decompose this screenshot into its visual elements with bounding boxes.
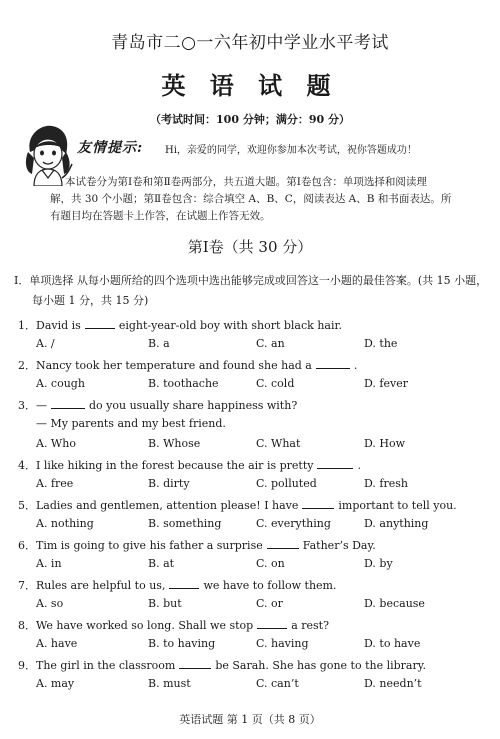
question-stem xyxy=(18,657,488,673)
answer-option: D. needn’t xyxy=(364,677,422,690)
question-number: 8． xyxy=(18,619,36,632)
tip-label: 友情提示: xyxy=(77,140,144,156)
question-text-after-blank: Father’s Day. xyxy=(302,539,376,552)
answer-option: C. everything xyxy=(256,517,331,530)
answer-blank xyxy=(316,358,350,369)
answer-blank xyxy=(267,538,299,549)
answer-option: A. may xyxy=(36,677,75,690)
question-number: 1． xyxy=(18,319,36,332)
part-instruction-line: 每小题 1 分，共 15 分) xyxy=(32,294,149,307)
question-text-after-blank: do you usually share happiness with? xyxy=(89,399,298,412)
answer-option: D. anything xyxy=(364,517,429,530)
answer-option: D. by xyxy=(364,557,393,570)
question-number: 2． xyxy=(18,359,36,372)
question-number: 3． xyxy=(18,399,36,412)
answer-option: D. to have xyxy=(364,637,421,650)
answer-option: B. at xyxy=(148,557,175,570)
answer-option: C. having xyxy=(256,637,309,650)
answer-option: B. toothache xyxy=(148,377,219,390)
question-text-before-blank: The girl in the classroom xyxy=(36,659,176,672)
answer-option: A. cough xyxy=(36,377,85,390)
question-text-after-blank: . xyxy=(353,359,358,372)
answer-option: A. nothing xyxy=(36,517,94,530)
exam-title-subject: 英 语 试 题 xyxy=(161,71,339,100)
question-stem xyxy=(18,357,488,373)
answer-option: A. have xyxy=(36,637,78,650)
answer-blank xyxy=(317,458,353,469)
answer-option: D. How xyxy=(364,437,406,450)
answer-blank xyxy=(302,498,334,509)
question-text-before-blank: I like hiking in the forest because the air is pretty xyxy=(36,459,314,472)
answer-option: B. but xyxy=(148,597,182,610)
answer-blank xyxy=(257,618,287,629)
answer-option: A. Who xyxy=(36,437,76,450)
question-number: 7． xyxy=(18,579,36,592)
question-stem xyxy=(18,397,488,413)
question-text-after-blank: eight-year-old boy with short black hair. xyxy=(118,319,343,332)
exam-instructions xyxy=(50,174,490,225)
question-stem xyxy=(18,457,488,473)
page-footer: 英语试题 第 1 页（共 8 页） xyxy=(179,713,321,726)
answer-blank xyxy=(51,398,85,409)
answer-option: C. an xyxy=(256,337,285,350)
exam-info: （考试时间：100 分钟；满分：90 分） xyxy=(150,113,350,126)
part-instructions xyxy=(14,271,494,311)
answer-option: D. fever xyxy=(364,377,408,390)
question-text-after-blank: be Sarah. She has gone to the library. xyxy=(215,659,426,672)
answer-option: B. a xyxy=(148,337,170,350)
question-stem xyxy=(18,577,488,593)
tip-greeting: Hi，亲爱的同学，欢迎你参加本次考试，祝你答题成功！ xyxy=(165,145,417,156)
question-text-before-blank: — xyxy=(36,399,47,412)
answer-option: C. can’t xyxy=(256,677,299,690)
question-text-after-blank: important to tell you. xyxy=(338,499,457,512)
answer-option: C. What xyxy=(256,437,301,450)
question-stem xyxy=(18,317,488,333)
answer-option: B. to having xyxy=(148,637,216,650)
answer-option: C. or xyxy=(256,597,283,610)
question-stem xyxy=(18,537,488,553)
exam-title-line1: 青岛市二○一六年初中学业水平考试 xyxy=(111,33,389,53)
answer-blank xyxy=(85,318,115,329)
answer-option: A. so xyxy=(36,597,64,610)
question-number: 4． xyxy=(18,459,36,472)
question-text-before-blank: Nancy took her temperature and found she had a xyxy=(36,359,312,372)
question-number: 5． xyxy=(18,499,36,512)
instruction-line: 解，共 30 个小题；第Ⅱ卷包含：综合填空 A、B、C，阅读表达 A、B 和书面表达。所 xyxy=(50,193,452,205)
instruction-line: 有题目均在答题卡上作答，在试题上作答无效。 xyxy=(50,210,271,222)
question-text-after-blank: we have to follow them. xyxy=(203,579,337,592)
question-stem xyxy=(18,617,488,633)
answer-option: B. dirty xyxy=(148,477,190,490)
question-text-before-blank: Rules are helpful to us, xyxy=(36,579,166,592)
answer-option: B. something xyxy=(148,517,222,530)
answer-option: A. / xyxy=(36,337,55,350)
answer-option: C. cold xyxy=(256,377,295,390)
answer-option: D. the xyxy=(364,337,398,350)
question-dialogue-line: — My parents and my best friend. xyxy=(36,417,226,430)
answer-option: B. Whose xyxy=(148,437,201,450)
section-title: 第Ⅰ卷（共 30 分） xyxy=(187,238,313,256)
question-text-after-blank: . xyxy=(357,459,361,472)
answer-blank xyxy=(169,578,199,589)
answer-option: A. in xyxy=(36,557,62,570)
question-number: 6． xyxy=(18,539,36,552)
question-text-after-blank: a rest? xyxy=(291,619,329,632)
answer-option: A. free xyxy=(36,477,74,490)
question-text-before-blank: Tim is going to give his father a surprise xyxy=(36,539,263,552)
part-instruction-line: I．单项选择 从每小题所给的四个选项中选出能够完成或回答这一小题的最佳答案。(共 15 小题， xyxy=(14,274,488,287)
instruction-line: 本试卷分为第Ⅰ卷和第Ⅱ卷两部分，共五道大题。第Ⅰ卷包含：单项选择和阅读理 xyxy=(65,176,427,188)
answer-option: C. polluted xyxy=(256,477,317,490)
answer-option: B. must xyxy=(148,677,191,690)
question-stem xyxy=(18,497,488,513)
question-text-before-blank: We have worked so long. Shall we stop xyxy=(36,619,254,632)
question-number: 9． xyxy=(18,659,36,672)
answer-blank xyxy=(179,658,211,669)
answer-option: D. fresh xyxy=(364,477,408,490)
question-text-before-blank: Ladies and gentlemen, attention please! I have xyxy=(36,499,299,512)
answer-option: D. because xyxy=(364,597,425,610)
question-text-before-blank: David is xyxy=(36,319,81,332)
answer-option: C. on xyxy=(256,557,285,570)
